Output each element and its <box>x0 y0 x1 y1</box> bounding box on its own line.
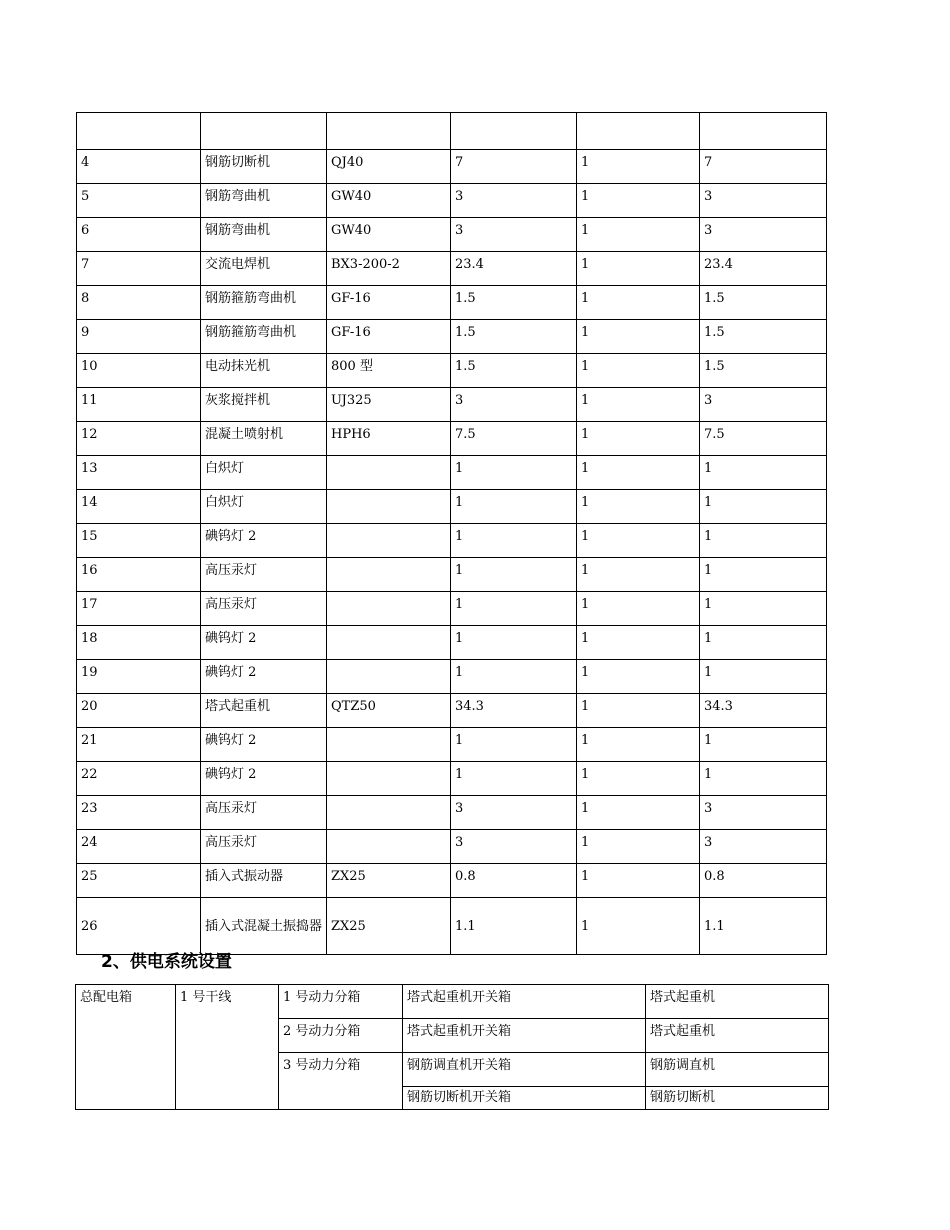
seq-cell: 19 <box>77 660 201 694</box>
switch-box-cell: 钢筋调直机开关箱 <box>403 1053 646 1087</box>
quantity-cell: 1 <box>577 864 700 898</box>
table-row <box>77 830 827 864</box>
model-cell: QTZ50 <box>327 694 451 728</box>
total-power-cell: 3 <box>700 830 827 864</box>
header-cell <box>327 113 451 150</box>
table-row <box>77 388 827 422</box>
model-cell: GF-16 <box>327 320 451 354</box>
seq-cell: 24 <box>77 830 201 864</box>
model-cell: ZX25 <box>327 898 451 955</box>
model-cell <box>327 830 451 864</box>
table-row <box>77 558 827 592</box>
total-power-cell: 1 <box>700 490 827 524</box>
total-power-cell: 1.5 <box>700 286 827 320</box>
total-power-cell: 1 <box>700 728 827 762</box>
seq-cell: 21 <box>77 728 201 762</box>
seq-cell: 26 <box>77 898 201 955</box>
model-cell <box>327 456 451 490</box>
power-cell: 1 <box>451 490 577 524</box>
power-cell: 1 <box>451 558 577 592</box>
equipment-name-cell: 插入式混凝土振捣器 <box>201 898 327 955</box>
equipment-name-cell: 高压汞灯 <box>201 592 327 626</box>
seq-cell: 4 <box>77 150 201 184</box>
table-row <box>77 252 827 286</box>
model-cell <box>327 524 451 558</box>
power-cell: 1.5 <box>451 286 577 320</box>
branch-box-cell: 1 号动力分箱 <box>279 985 403 1019</box>
equipment-name-cell: 插入式振动器 <box>201 864 327 898</box>
header-cell <box>577 113 700 150</box>
quantity-cell: 1 <box>577 422 700 456</box>
model-cell <box>327 728 451 762</box>
table-row <box>77 796 827 830</box>
model-cell <box>327 762 451 796</box>
quantity-cell: 1 <box>577 150 700 184</box>
branch-box-cell: 3 号动力分箱 <box>279 1053 403 1110</box>
total-power-cell: 1 <box>700 626 827 660</box>
quantity-cell: 1 <box>577 388 700 422</box>
total-power-cell: 3 <box>700 184 827 218</box>
power-cell: 1 <box>451 456 577 490</box>
machine-cell: 钢筋调直机 <box>646 1053 829 1087</box>
total-power-cell: 7.5 <box>700 422 827 456</box>
quantity-cell: 1 <box>577 592 700 626</box>
seq-cell: 5 <box>77 184 201 218</box>
equipment-name-cell: 钢筋切断机 <box>201 150 327 184</box>
seq-cell: 6 <box>77 218 201 252</box>
table-header-row <box>77 113 827 150</box>
seq-cell: 13 <box>77 456 201 490</box>
total-power-cell: 7 <box>700 150 827 184</box>
seq-cell: 11 <box>77 388 201 422</box>
total-power-cell: 3 <box>700 218 827 252</box>
quantity-cell: 1 <box>577 558 700 592</box>
total-power-cell: 1.5 <box>700 320 827 354</box>
power-cell: 3 <box>451 388 577 422</box>
power-supply-table <box>75 984 829 1110</box>
model-cell: GF-16 <box>327 286 451 320</box>
power-cell: 7.5 <box>451 422 577 456</box>
table-row <box>77 150 827 184</box>
equipment-name-cell: 碘钨灯 2 <box>201 762 327 796</box>
power-cell: 1 <box>451 762 577 796</box>
equipment-name-cell: 高压汞灯 <box>201 830 327 864</box>
seq-cell: 8 <box>77 286 201 320</box>
header-cell <box>451 113 577 150</box>
quantity-cell: 1 <box>577 898 700 955</box>
quantity-cell: 1 <box>577 286 700 320</box>
model-cell: 800 型 <box>327 354 451 388</box>
table-row <box>77 626 827 660</box>
table-row <box>77 524 827 558</box>
table-row <box>77 490 827 524</box>
quantity-cell: 1 <box>577 762 700 796</box>
power-cell: 3 <box>451 796 577 830</box>
trunk-line-cell: 1 号干线 <box>176 985 279 1110</box>
quantity-cell: 1 <box>577 354 700 388</box>
quantity-cell: 1 <box>577 524 700 558</box>
total-power-cell: 34.3 <box>700 694 827 728</box>
seq-cell: 15 <box>77 524 201 558</box>
seq-cell: 17 <box>77 592 201 626</box>
switch-box-cell: 钢筋切断机开关箱 <box>403 1087 646 1110</box>
seq-cell: 14 <box>77 490 201 524</box>
seq-cell: 9 <box>77 320 201 354</box>
table-row <box>77 660 827 694</box>
power-cell: 3 <box>451 830 577 864</box>
equipment-name-cell: 白炽灯 <box>201 490 327 524</box>
model-cell: HPH6 <box>327 422 451 456</box>
equipment-name-cell: 混凝土喷射机 <box>201 422 327 456</box>
model-cell <box>327 592 451 626</box>
quantity-cell: 1 <box>577 830 700 864</box>
equipment-name-cell: 交流电焊机 <box>201 252 327 286</box>
table-row <box>77 286 827 320</box>
equipment-table <box>76 112 827 955</box>
model-cell: UJ325 <box>327 388 451 422</box>
seq-cell: 12 <box>77 422 201 456</box>
power-cell: 23.4 <box>451 252 577 286</box>
quantity-cell: 1 <box>577 184 700 218</box>
total-power-cell: 3 <box>700 796 827 830</box>
model-cell <box>327 796 451 830</box>
model-cell: QJ40 <box>327 150 451 184</box>
total-power-cell: 1 <box>700 558 827 592</box>
seq-cell: 10 <box>77 354 201 388</box>
power-cell: 1 <box>451 626 577 660</box>
table-row <box>77 728 827 762</box>
power-cell: 7 <box>451 150 577 184</box>
power-cell: 3 <box>451 218 577 252</box>
power-cell: 1.1 <box>451 898 577 955</box>
equipment-name-cell: 塔式起重机 <box>201 694 327 728</box>
header-cell <box>77 113 201 150</box>
table-row <box>77 354 827 388</box>
header-cell <box>201 113 327 150</box>
table-row <box>77 422 827 456</box>
table-row <box>77 320 827 354</box>
total-power-cell: 1 <box>700 592 827 626</box>
section-heading: 2、供电系统设置 <box>101 952 232 972</box>
total-power-cell: 1 <box>700 524 827 558</box>
total-power-cell: 3 <box>700 388 827 422</box>
header-cell <box>700 113 827 150</box>
machine-cell: 塔式起重机 <box>646 985 829 1019</box>
model-cell <box>327 626 451 660</box>
model-cell: GW40 <box>327 184 451 218</box>
equipment-name-cell: 碘钨灯 2 <box>201 626 327 660</box>
quantity-cell: 1 <box>577 660 700 694</box>
power-cell: 1 <box>451 660 577 694</box>
branch-box-cell: 2 号动力分箱 <box>279 1019 403 1053</box>
table-row <box>77 864 827 898</box>
total-power-cell: 1 <box>700 762 827 796</box>
equipment-name-cell: 碘钨灯 2 <box>201 728 327 762</box>
total-power-cell: 1 <box>700 456 827 490</box>
quantity-cell: 1 <box>577 490 700 524</box>
switch-box-cell: 塔式起重机开关箱 <box>403 1019 646 1053</box>
seq-cell: 20 <box>77 694 201 728</box>
model-cell: BX3-200-2 <box>327 252 451 286</box>
table-row <box>77 592 827 626</box>
power-cell: 1 <box>451 728 577 762</box>
equipment-name-cell: 电动抹光机 <box>201 354 327 388</box>
machine-cell: 钢筋切断机 <box>646 1087 829 1110</box>
table-row <box>77 762 827 796</box>
quantity-cell: 1 <box>577 218 700 252</box>
table-row <box>77 898 827 955</box>
quantity-cell: 1 <box>577 252 700 286</box>
seq-cell: 7 <box>77 252 201 286</box>
total-power-cell: 23.4 <box>700 252 827 286</box>
quantity-cell: 1 <box>577 456 700 490</box>
machine-cell: 塔式起重机 <box>646 1019 829 1053</box>
main-distribution-box-cell: 总配电箱 <box>76 985 176 1110</box>
equipment-name-cell: 碘钨灯 2 <box>201 660 327 694</box>
model-cell: ZX25 <box>327 864 451 898</box>
total-power-cell: 1.1 <box>700 898 827 955</box>
equipment-name-cell: 钢筋箍筋弯曲机 <box>201 286 327 320</box>
equipment-name-cell: 碘钨灯 2 <box>201 524 327 558</box>
seq-cell: 25 <box>77 864 201 898</box>
equipment-name-cell: 高压汞灯 <box>201 796 327 830</box>
equipment-name-cell: 高压汞灯 <box>201 558 327 592</box>
power-cell: 3 <box>451 184 577 218</box>
table-row <box>76 985 829 1019</box>
total-power-cell: 1 <box>700 660 827 694</box>
power-cell: 1 <box>451 592 577 626</box>
equipment-name-cell: 钢筋弯曲机 <box>201 218 327 252</box>
quantity-cell: 1 <box>577 320 700 354</box>
power-cell: 34.3 <box>451 694 577 728</box>
table-row <box>77 184 827 218</box>
seq-cell: 16 <box>77 558 201 592</box>
equipment-name-cell: 白炽灯 <box>201 456 327 490</box>
quantity-cell: 1 <box>577 694 700 728</box>
equipment-name-cell: 灰浆搅拌机 <box>201 388 327 422</box>
table-row <box>77 456 827 490</box>
quantity-cell: 1 <box>577 728 700 762</box>
switch-box-cell: 塔式起重机开关箱 <box>403 985 646 1019</box>
model-cell <box>327 558 451 592</box>
power-cell: 1 <box>451 524 577 558</box>
equipment-name-cell: 钢筋弯曲机 <box>201 184 327 218</box>
table-row <box>77 218 827 252</box>
model-cell: GW40 <box>327 218 451 252</box>
seq-cell: 18 <box>77 626 201 660</box>
power-cell: 0.8 <box>451 864 577 898</box>
equipment-name-cell: 钢筋箍筋弯曲机 <box>201 320 327 354</box>
table-row <box>77 694 827 728</box>
total-power-cell: 0.8 <box>700 864 827 898</box>
model-cell <box>327 660 451 694</box>
power-cell: 1.5 <box>451 320 577 354</box>
quantity-cell: 1 <box>577 626 700 660</box>
power-cell: 1.5 <box>451 354 577 388</box>
seq-cell: 22 <box>77 762 201 796</box>
model-cell <box>327 490 451 524</box>
seq-cell: 23 <box>77 796 201 830</box>
quantity-cell: 1 <box>577 796 700 830</box>
total-power-cell: 1.5 <box>700 354 827 388</box>
